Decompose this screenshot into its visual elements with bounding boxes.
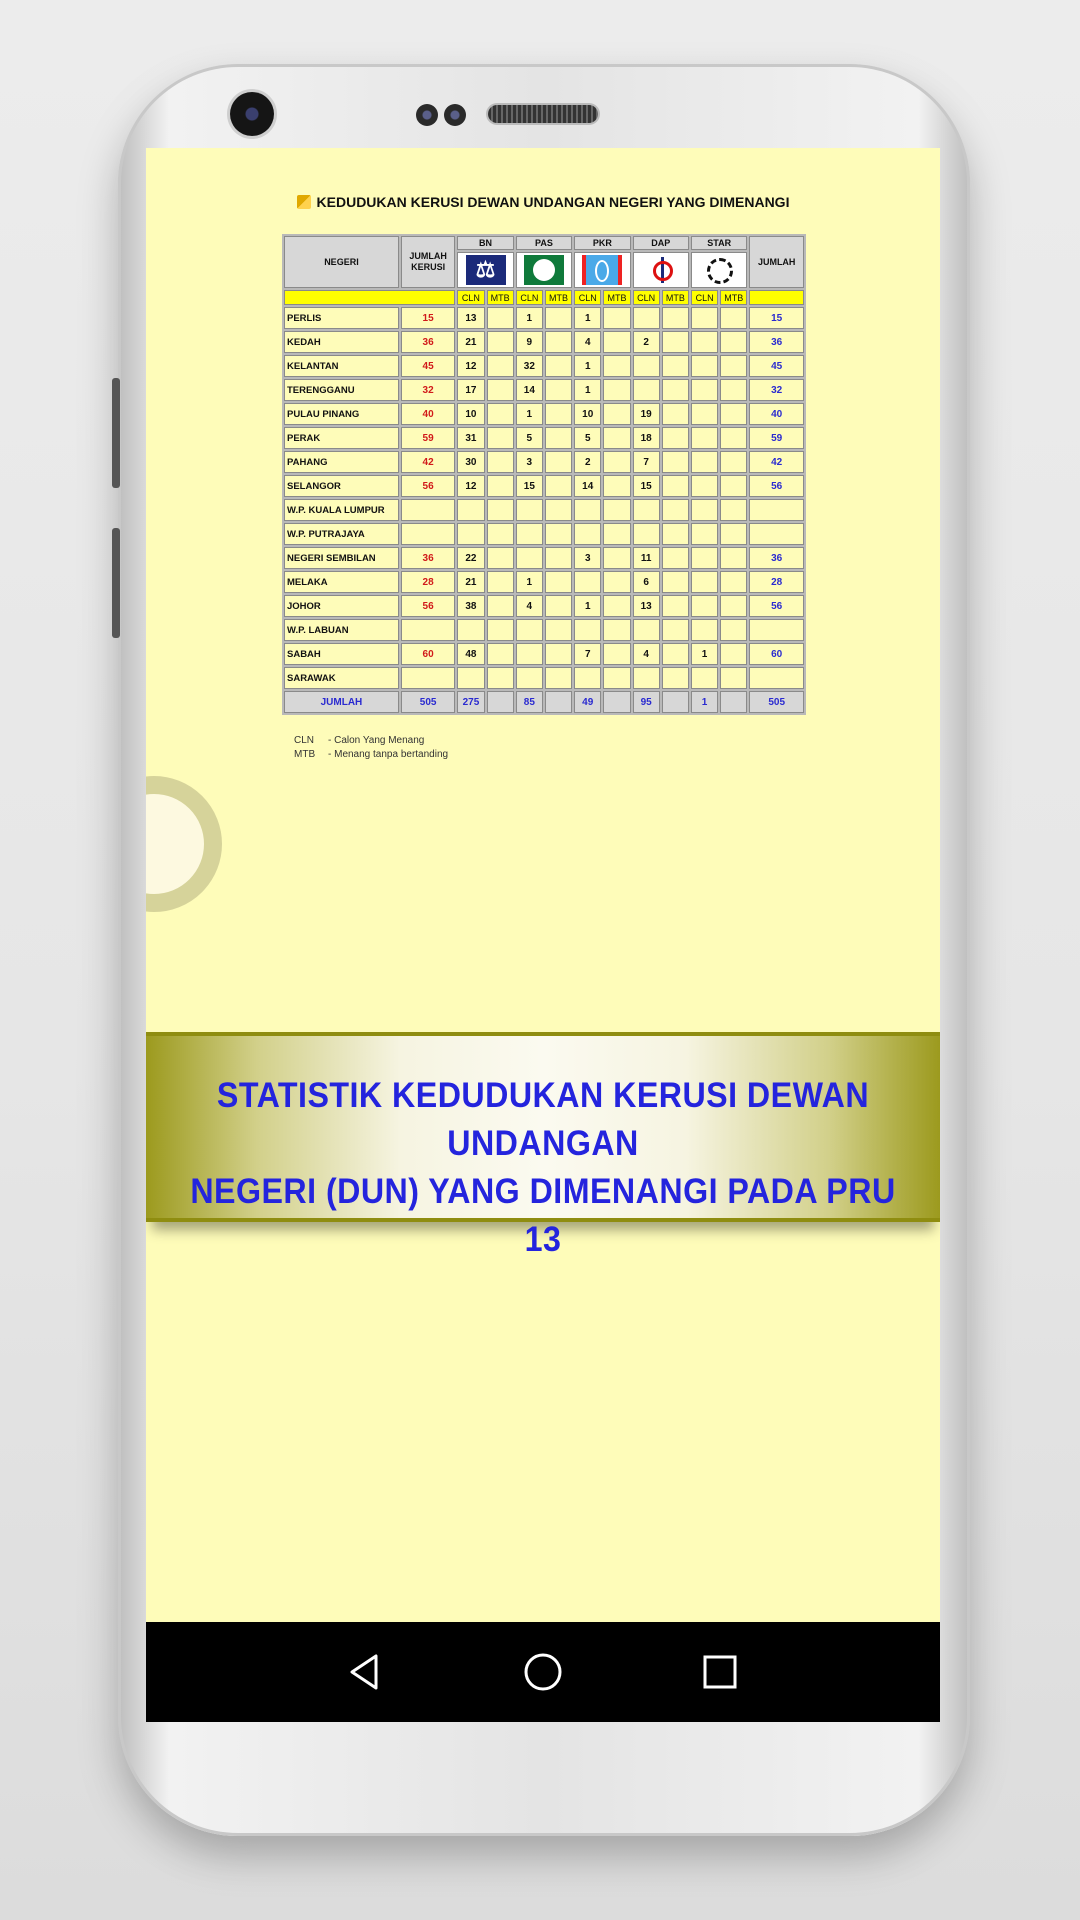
seats-table-body xyxy=(284,307,804,689)
pkr-mtb-cell xyxy=(603,403,630,425)
table-row xyxy=(284,355,804,377)
sensor-left xyxy=(416,104,438,126)
bn-mtb-cell xyxy=(487,667,514,689)
sum-cell: 28 xyxy=(749,571,804,593)
total-seats-cell: 45 xyxy=(401,355,455,377)
bn-mtb-cell xyxy=(487,427,514,449)
bn-cln-cell: 17 xyxy=(457,379,484,401)
star-cln-cell xyxy=(691,499,718,521)
state-name-cell: W.P. KUALA LUMPUR xyxy=(284,499,399,521)
bn-logo xyxy=(457,252,513,288)
pas-mtb-cell xyxy=(545,451,572,473)
table-row xyxy=(284,643,804,665)
bn-cln-cell: 48 xyxy=(457,643,484,665)
pkr-mtb-cell xyxy=(603,355,630,377)
sum-cell xyxy=(749,523,804,545)
dap-cln-cell xyxy=(633,355,660,377)
sum-cell xyxy=(749,667,804,689)
dap-mtb-cell xyxy=(662,595,689,617)
state-name-cell: W.P. LABUAN xyxy=(284,619,399,641)
total-seats-cell: 60 xyxy=(401,643,455,665)
state-name-cell: PERLIS xyxy=(284,307,399,329)
subheader-cln: CLN xyxy=(574,290,601,305)
table-row xyxy=(284,403,804,425)
star-mtb-cell xyxy=(720,475,747,497)
state-name-cell: NEGERI SEMBILAN xyxy=(284,547,399,569)
bn-cln-cell: 30 xyxy=(457,451,484,473)
total-dap-cln: 95 xyxy=(633,691,660,713)
pas-mtb-cell xyxy=(545,355,572,377)
pas-cln-cell xyxy=(516,643,543,665)
table-row xyxy=(284,475,804,497)
pkr-cln-cell xyxy=(574,619,601,641)
star-mtb-cell xyxy=(720,499,747,521)
navigation-bar xyxy=(146,1622,940,1722)
recent-apps-icon xyxy=(698,1650,742,1694)
star-mtb-cell xyxy=(720,523,747,545)
pas-cln-cell: 1 xyxy=(516,307,543,329)
total-bn-mtb xyxy=(487,691,514,713)
pkr-cln-cell: 1 xyxy=(574,307,601,329)
star-logo-icon xyxy=(699,255,739,285)
dap-mtb-cell xyxy=(662,667,689,689)
state-name-cell: SELANGOR xyxy=(284,475,399,497)
total-seats-cell xyxy=(401,523,455,545)
dap-cln-cell: 7 xyxy=(633,451,660,473)
pkr-cln-cell: 7 xyxy=(574,643,601,665)
total-pas-mtb xyxy=(545,691,572,713)
total-star-mtb xyxy=(720,691,747,713)
back-button[interactable] xyxy=(344,1650,388,1694)
pkr-mtb-cell xyxy=(603,547,630,569)
sum-cell: 36 xyxy=(749,547,804,569)
bn-cln-cell: 21 xyxy=(457,571,484,593)
pas-mtb-cell xyxy=(545,475,572,497)
header-party-bn: BN xyxy=(457,236,513,250)
table-row xyxy=(284,379,804,401)
pas-mtb-cell xyxy=(545,379,572,401)
dap-cln-cell: 11 xyxy=(633,547,660,569)
pas-cln-cell: 1 xyxy=(516,571,543,593)
pas-cln-cell xyxy=(516,523,543,545)
total-star-cln: 1 xyxy=(691,691,718,713)
pas-cln-cell: 5 xyxy=(516,427,543,449)
total-seats-cell: 40 xyxy=(401,403,455,425)
dap-cln-cell: 13 xyxy=(633,595,660,617)
subheader-cln: CLN xyxy=(691,290,718,305)
state-name-cell: KELANTAN xyxy=(284,355,399,377)
header-party-pas: PAS xyxy=(516,236,572,250)
sum-cell: 45 xyxy=(749,355,804,377)
subheader-row xyxy=(284,290,804,305)
pas-cln-cell: 1 xyxy=(516,403,543,425)
sum-cell: 59 xyxy=(749,427,804,449)
dap-mtb-cell xyxy=(662,475,689,497)
sum-cell xyxy=(749,619,804,641)
bn-mtb-cell xyxy=(487,643,514,665)
dap-cln-cell: 2 xyxy=(633,331,660,353)
star-mtb-cell xyxy=(720,403,747,425)
pas-logo-icon xyxy=(524,255,564,285)
dap-cln-cell xyxy=(633,499,660,521)
total-seats-cell: 28 xyxy=(401,571,455,593)
total-sum: 505 xyxy=(749,691,804,713)
pkr-mtb-cell xyxy=(603,499,630,521)
sum-cell: 36 xyxy=(749,331,804,353)
subheader-mtb: MTB xyxy=(662,290,689,305)
pkr-mtb-cell xyxy=(603,619,630,641)
pas-cln-cell: 3 xyxy=(516,451,543,473)
total-dap-mtb xyxy=(662,691,689,713)
pkr-mtb-cell xyxy=(603,523,630,545)
table-row xyxy=(284,427,804,449)
pkr-mtb-cell xyxy=(603,331,630,353)
table-row xyxy=(284,307,804,329)
total-seats-cell: 56 xyxy=(401,475,455,497)
bn-mtb-cell xyxy=(487,307,514,329)
dap-cln-cell: 4 xyxy=(633,643,660,665)
pas-cln-cell: 32 xyxy=(516,355,543,377)
star-cln-cell xyxy=(691,547,718,569)
star-mtb-cell xyxy=(720,643,747,665)
decorative-ring xyxy=(146,776,222,912)
dap-cln-cell xyxy=(633,523,660,545)
total-seats: 505 xyxy=(401,691,455,713)
bn-mtb-cell xyxy=(487,499,514,521)
table-row xyxy=(284,595,804,617)
dap-mtb-cell xyxy=(662,547,689,569)
star-mtb-cell xyxy=(720,331,747,353)
total-pkr-cln: 49 xyxy=(574,691,601,713)
state-name-cell: MELAKA xyxy=(284,571,399,593)
banner-line-1: STATISTIK KEDUDUKAN KERUSI DEWAN UNDANGAN xyxy=(216,1076,870,1163)
table-row xyxy=(284,331,804,353)
title-bullet-icon xyxy=(297,195,311,209)
subheader-blank xyxy=(749,290,804,305)
volume-button xyxy=(112,378,120,488)
subheader-cln: CLN xyxy=(633,290,660,305)
header-total-seats: JUMLAH KERUSI xyxy=(401,236,455,288)
pas-logo xyxy=(516,252,572,288)
sum-cell: 56 xyxy=(749,595,804,617)
bn-mtb-cell xyxy=(487,571,514,593)
bn-cln-cell: 12 xyxy=(457,355,484,377)
star-cln-cell xyxy=(691,427,718,449)
bn-mtb-cell xyxy=(487,475,514,497)
subheader-mtb: MTB xyxy=(545,290,572,305)
total-pkr-mtb xyxy=(603,691,630,713)
star-mtb-cell xyxy=(720,667,747,689)
legend-item-mtb: MTB - Menang tanpa bertanding xyxy=(294,749,449,760)
pkr-cln-cell xyxy=(574,499,601,521)
pkr-cln-cell xyxy=(574,667,601,689)
bn-mtb-cell xyxy=(487,619,514,641)
pkr-cln-cell: 10 xyxy=(574,403,601,425)
dap-cln-cell xyxy=(633,667,660,689)
pkr-cln-cell: 1 xyxy=(574,355,601,377)
sum-cell: 42 xyxy=(749,451,804,473)
table-row xyxy=(284,619,804,641)
dap-mtb-cell xyxy=(662,523,689,545)
bn-cln-cell xyxy=(457,523,484,545)
bn-cln-cell xyxy=(457,667,484,689)
bn-cln-cell: 21 xyxy=(457,331,484,353)
pkr-cln-cell: 5 xyxy=(574,427,601,449)
bn-mtb-cell xyxy=(487,379,514,401)
bn-mtb-cell xyxy=(487,547,514,569)
pkr-mtb-cell xyxy=(603,451,630,473)
pas-mtb-cell xyxy=(545,523,572,545)
table-row xyxy=(284,571,804,593)
total-pas-cln: 85 xyxy=(516,691,543,713)
total-label: JUMLAH xyxy=(284,691,399,713)
dap-mtb-cell xyxy=(662,619,689,641)
front-camera xyxy=(230,92,274,136)
total-row xyxy=(284,691,804,713)
pas-cln-cell: 9 xyxy=(516,331,543,353)
dap-cln-cell: 19 xyxy=(633,403,660,425)
pkr-cln-cell: 1 xyxy=(574,379,601,401)
star-cln-cell xyxy=(691,355,718,377)
dap-mtb-cell xyxy=(662,379,689,401)
legend xyxy=(294,734,448,762)
bn-mtb-cell xyxy=(487,355,514,377)
pas-cln-cell: 4 xyxy=(516,595,543,617)
star-mtb-cell xyxy=(720,619,747,641)
state-name-cell: SABAH xyxy=(284,643,399,665)
star-cln-cell: 1 xyxy=(691,643,718,665)
pkr-cln-cell: 4 xyxy=(574,331,601,353)
sum-cell: 40 xyxy=(749,403,804,425)
star-logo xyxy=(691,252,747,288)
dap-cln-cell: 18 xyxy=(633,427,660,449)
state-name-cell: PERAK xyxy=(284,427,399,449)
table-row xyxy=(284,499,804,521)
table-row xyxy=(284,523,804,545)
bn-cln-cell: 22 xyxy=(457,547,484,569)
pas-mtb-cell xyxy=(545,571,572,593)
state-name-cell: SARAWAK xyxy=(284,667,399,689)
pas-cln-cell xyxy=(516,547,543,569)
pkr-mtb-cell xyxy=(603,475,630,497)
dap-cln-cell xyxy=(633,307,660,329)
pas-cln-cell xyxy=(516,619,543,641)
total-bn-cln: 275 xyxy=(457,691,484,713)
total-seats-cell xyxy=(401,499,455,521)
star-cln-cell xyxy=(691,667,718,689)
bn-mtb-cell xyxy=(487,403,514,425)
dap-mtb-cell xyxy=(662,451,689,473)
state-name-cell: PAHANG xyxy=(284,451,399,473)
app-screen xyxy=(146,148,940,1722)
pkr-logo-icon xyxy=(582,255,622,285)
bn-logo-icon xyxy=(466,255,506,285)
pkr-cln-cell: 2 xyxy=(574,451,601,473)
pkr-mtb-cell xyxy=(603,667,630,689)
pas-cln-cell xyxy=(516,499,543,521)
dap-cln-cell xyxy=(633,619,660,641)
banner-text xyxy=(178,1072,908,1264)
star-cln-cell xyxy=(691,523,718,545)
dap-cln-cell xyxy=(633,379,660,401)
pas-cln-cell: 15 xyxy=(516,475,543,497)
subheader-mtb: MTB xyxy=(487,290,514,305)
pas-mtb-cell xyxy=(545,307,572,329)
dap-mtb-cell xyxy=(662,643,689,665)
total-seats-cell: 36 xyxy=(401,547,455,569)
bn-cln-cell: 12 xyxy=(457,475,484,497)
pas-mtb-cell xyxy=(545,427,572,449)
dap-mtb-cell xyxy=(662,331,689,353)
dap-mtb-cell xyxy=(662,307,689,329)
pas-mtb-cell xyxy=(545,403,572,425)
dap-mtb-cell xyxy=(662,427,689,449)
star-mtb-cell xyxy=(720,427,747,449)
total-seats-cell: 42 xyxy=(401,451,455,473)
legend-item-cln: CLN - Calon Yang Menang xyxy=(294,735,425,746)
total-seats-cell xyxy=(401,667,455,689)
total-seats-cell: 32 xyxy=(401,379,455,401)
star-cln-cell xyxy=(691,595,718,617)
dap-logo-icon xyxy=(641,255,681,285)
sum-cell xyxy=(749,499,804,521)
star-cln-cell xyxy=(691,307,718,329)
total-seats-cell: 56 xyxy=(401,595,455,617)
bn-cln-cell: 10 xyxy=(457,403,484,425)
sum-cell: 15 xyxy=(749,307,804,329)
state-name-cell: W.P. PUTRAJAYA xyxy=(284,523,399,545)
star-mtb-cell xyxy=(720,379,747,401)
sum-cell: 32 xyxy=(749,379,804,401)
dap-mtb-cell xyxy=(662,403,689,425)
sensor-right xyxy=(444,104,466,126)
earpiece-speaker xyxy=(488,105,598,123)
bn-cln-cell: 31 xyxy=(457,427,484,449)
bn-mtb-cell xyxy=(487,331,514,353)
subheader-cln: CLN xyxy=(457,290,484,305)
subheader-mtb: MTB xyxy=(720,290,747,305)
star-mtb-cell xyxy=(720,451,747,473)
state-name-cell: JOHOR xyxy=(284,595,399,617)
state-name-cell: KEDAH xyxy=(284,331,399,353)
subheader-mtb: MTB xyxy=(603,290,630,305)
pkr-cln-cell: 3 xyxy=(574,547,601,569)
star-cln-cell xyxy=(691,571,718,593)
total-seats-cell: 36 xyxy=(401,331,455,353)
bn-mtb-cell xyxy=(487,523,514,545)
bn-cln-cell xyxy=(457,499,484,521)
pas-mtb-cell xyxy=(545,667,572,689)
sum-cell: 60 xyxy=(749,643,804,665)
star-cln-cell xyxy=(691,379,718,401)
pas-mtb-cell xyxy=(545,331,572,353)
pkr-cln-cell: 14 xyxy=(574,475,601,497)
pkr-mtb-cell xyxy=(603,571,630,593)
dap-logo xyxy=(633,252,689,288)
star-cln-cell xyxy=(691,619,718,641)
star-cln-cell xyxy=(691,403,718,425)
dap-mtb-cell xyxy=(662,355,689,377)
pkr-logo xyxy=(574,252,630,288)
bn-cln-cell: 38 xyxy=(457,595,484,617)
pas-mtb-cell xyxy=(545,595,572,617)
pas-cln-cell: 14 xyxy=(516,379,543,401)
pas-mtb-cell xyxy=(545,643,572,665)
pas-mtb-cell xyxy=(545,547,572,569)
header-party-dap: DAP xyxy=(633,236,689,250)
seats-table xyxy=(282,234,806,715)
bn-cln-cell: 13 xyxy=(457,307,484,329)
bn-cln-cell xyxy=(457,619,484,641)
pkr-mtb-cell xyxy=(603,379,630,401)
star-cln-cell xyxy=(691,331,718,353)
subheader-blank xyxy=(284,290,455,305)
page-title: KEDUDUKAN KERUSI DEWAN UNDANGAN NEGERI YANG DIMENANGI xyxy=(146,194,940,210)
dap-cln-cell: 15 xyxy=(633,475,660,497)
home-button[interactable] xyxy=(521,1650,565,1694)
pkr-mtb-cell xyxy=(603,307,630,329)
pkr-mtb-cell xyxy=(603,643,630,665)
table-row xyxy=(284,451,804,473)
power-button xyxy=(112,528,120,638)
pkr-cln-cell: 1 xyxy=(574,595,601,617)
total-seats-cell xyxy=(401,619,455,641)
pkr-mtb-cell xyxy=(603,595,630,617)
pkr-cln-cell xyxy=(574,571,601,593)
header-party-pkr: PKR xyxy=(574,236,630,250)
statistics-banner xyxy=(146,1032,940,1259)
header-sum: JUMLAH xyxy=(749,236,804,288)
star-mtb-cell xyxy=(720,307,747,329)
bn-mtb-cell xyxy=(487,595,514,617)
header-party-star: STAR xyxy=(691,236,747,250)
state-name-cell: PULAU PINANG xyxy=(284,403,399,425)
pas-mtb-cell xyxy=(545,619,572,641)
dap-mtb-cell xyxy=(662,571,689,593)
star-mtb-cell xyxy=(720,355,747,377)
total-seats-cell: 59 xyxy=(401,427,455,449)
header-state: NEGERI xyxy=(284,236,399,288)
star-mtb-cell xyxy=(720,595,747,617)
table-row xyxy=(284,547,804,569)
pkr-mtb-cell xyxy=(603,427,630,449)
pkr-cln-cell xyxy=(574,523,601,545)
back-icon xyxy=(344,1650,388,1694)
star-mtb-cell xyxy=(720,547,747,569)
dap-mtb-cell xyxy=(662,499,689,521)
subheader-cln: CLN xyxy=(516,290,543,305)
pas-cln-cell xyxy=(516,667,543,689)
pas-mtb-cell xyxy=(545,499,572,521)
bn-mtb-cell xyxy=(487,451,514,473)
star-mtb-cell xyxy=(720,571,747,593)
sum-cell: 56 xyxy=(749,475,804,497)
table-row xyxy=(284,667,804,689)
banner-line-2: NEGERI (DUN) YANG DIMENANGI PADA PRU 13 xyxy=(190,1172,896,1259)
state-name-cell: TERENGGANU xyxy=(284,379,399,401)
dap-cln-cell: 6 xyxy=(633,571,660,593)
total-seats-cell: 15 xyxy=(401,307,455,329)
home-icon xyxy=(521,1650,565,1694)
recent-apps-button[interactable] xyxy=(698,1650,742,1694)
star-cln-cell xyxy=(691,451,718,473)
star-cln-cell xyxy=(691,475,718,497)
